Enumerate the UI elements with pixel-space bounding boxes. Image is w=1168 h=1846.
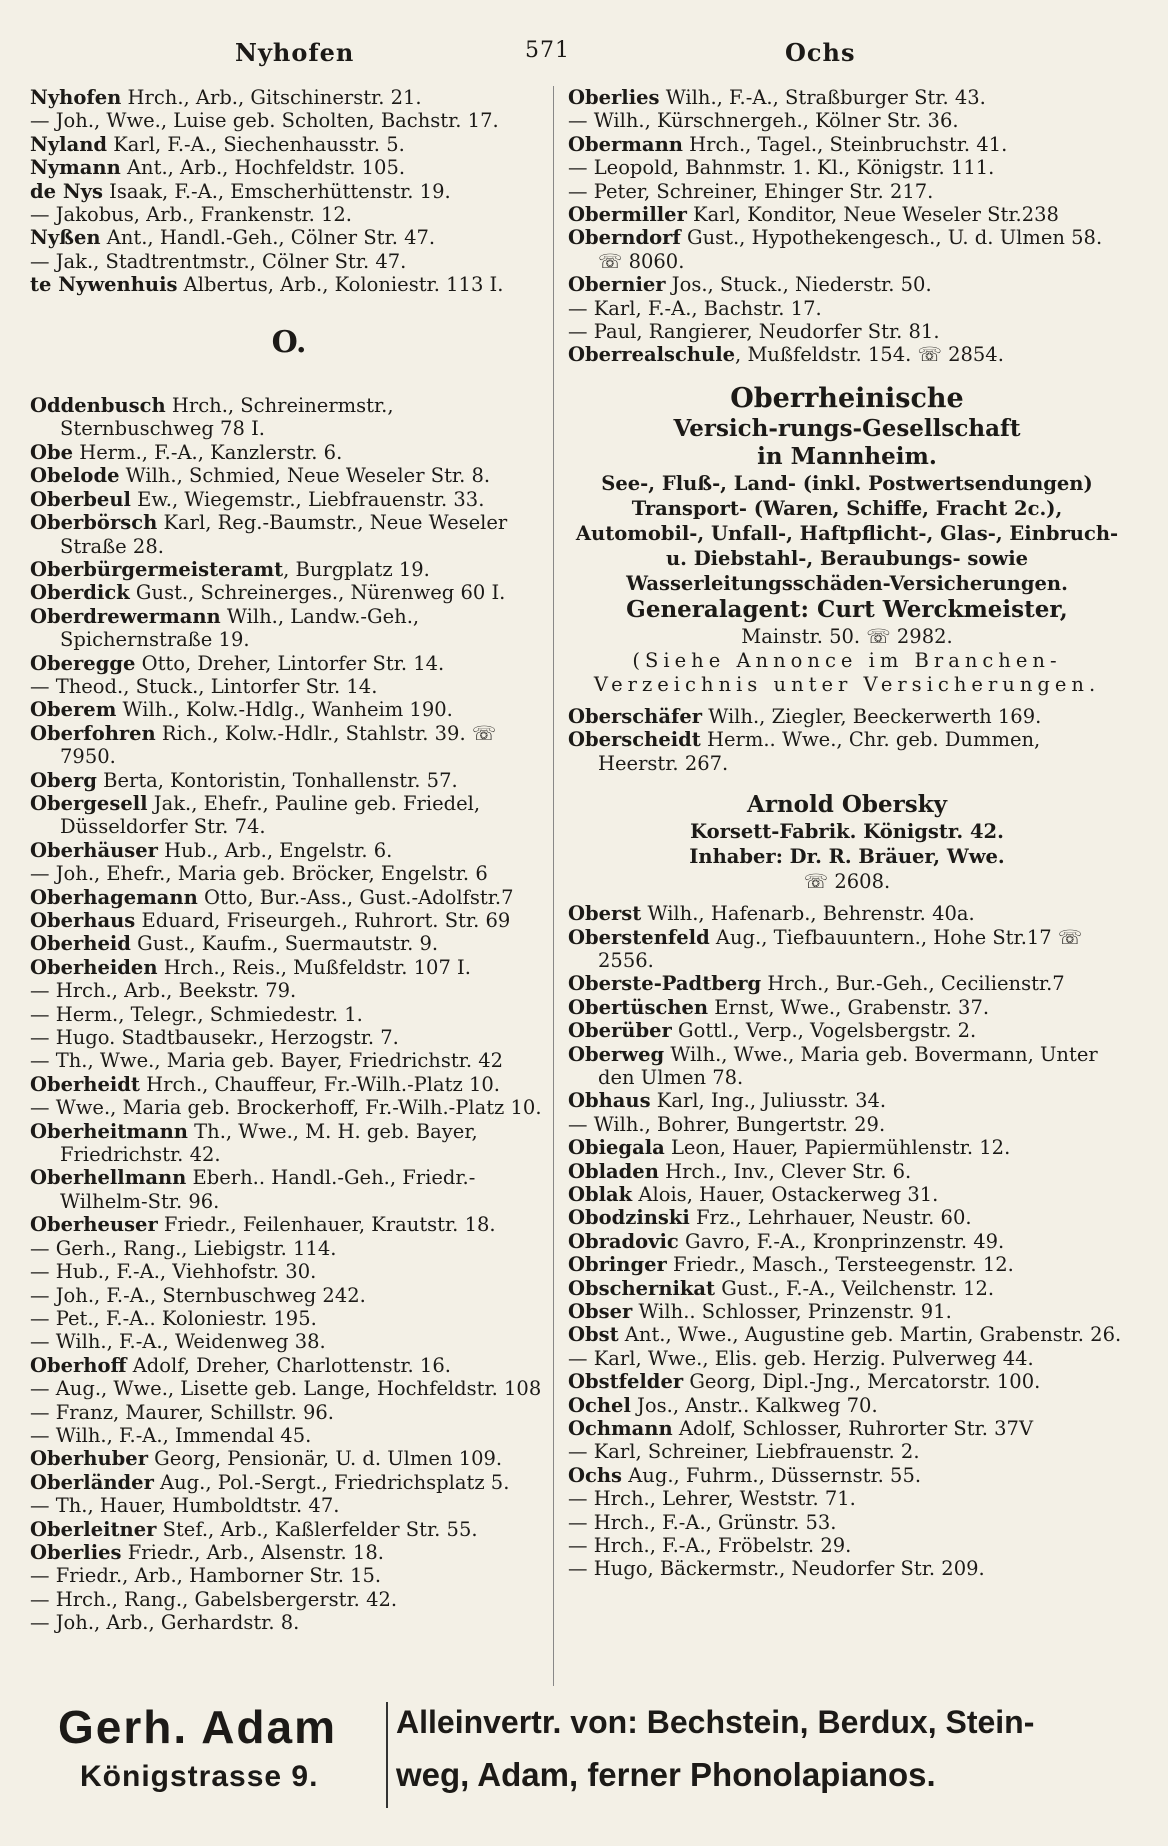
right-entries [568,902,1126,1581]
ad2-owner: Inhaber: Dr. R. Bräuer, Wwe. [689,845,1005,869]
directory-entry: Obladen Hrch., Inv., Clever Str. 6. [568,1159,912,1183]
directory-entry: — Wilh., F.-A., Weidenweg 38. [30,1330,326,1354]
column-divider [553,86,554,1686]
ad-subtitle: Versich-rungs-Gesellschaft [673,414,1021,442]
directory-entry: Oberweg Wilh., Wwe., Maria geb. Bovermann, Unter den Ulmen 78. [568,1042,1098,1089]
directory-entry: Oberdick Gust., Schreinerges., Nürenweg 60 I. [30,581,506,605]
directory-entry: Obser Wilh.. Schlosser, Prinzenstr. 91. [568,1300,952,1323]
directory-entry: Oberdrewermann Wilh., Landw.-Geh., Spichernstraße 19. [30,604,420,652]
directory-entry: Oberheiden Hrch., Reis., Mußfeldstr. 107 I. [30,955,471,979]
directory-entry: — Joh., Ehefr., Maria geb. Bröcker, Engelstr. 6 [30,862,488,886]
footer-name: Gerh. Adam [58,1701,338,1753]
ad2-subtitle: Korsett-Fabrik. Königstr. 42. [690,820,1004,844]
directory-entry: — Joh., Arb., Gerhardstr. 8. [30,1611,300,1635]
directory-entry: — Karl, Wwe., Elis. geb. Herzig. Pulverweg 44. [568,1346,1034,1370]
directory-entry: Oberbörsch Karl, Reg.-Baumstr., Neue Weseler Straße 28. [30,511,508,558]
directory-entry: — Leopold, Bahnmstr. 1. Kl., Königstr. 111. [568,156,995,180]
left-column [30,86,548,1635]
left-entries [30,394,548,1635]
directory-entry: Obiegala Leon, Hauer, Papiermühlenstr. 12. [568,1136,1011,1160]
directory-entry: — Th., Hauer, Humboldtstr. 47. [30,1494,340,1518]
directory-entry: Oberhellmann Eberh.. Handl.-Geh., Friedr.-Wilhelm-Str. 96. [30,1166,476,1213]
directory-entry: — Karl, F.-A., Bachstr. 17. [568,296,822,320]
directory-entry: Ochel Jos., Anstr.. Kalkweg 70. [568,1393,878,1417]
directory-entry: Oblak Alois, Hauer, Ostackerweg 31. [568,1182,939,1206]
ad-location: in Mannheim. [757,442,937,470]
directory-entry: Oberndorf Gust., Hypothekengesch., U. d. Ulmen 58. ☏ 8060. [568,226,1103,273]
page-number: 571 [525,38,570,63]
footer-advertisement [48,1698,1128,1818]
directory-entry: Oberheidt Hrch., Chauffeur, Fr.-Wilh.-Platz 10. [30,1072,500,1096]
directory-entry: — Franz, Maurer, Schillstr. 96. [30,1400,334,1424]
directory-entry: Oberegge Otto, Dreher, Lintorfer Str. 14. [30,651,445,675]
directory-entry: Oberschäfer Wilh., Ziegler, Beeckerwerth 169. [568,704,1042,728]
directory-entry: Oberste-Padtberg Hrch., Bur.-Geh., Cecilienstr.7 [568,972,1065,996]
directory-entry: Obernier Jos., Stuck., Niederstr. 50. [568,273,932,297]
running-head-right: Ochs [785,38,856,67]
directory-entry: — Wilh., Bohrer, Bungertstr. 29. [568,1112,886,1136]
directory-entry: — Hrch., F.-A., Fröbelstr. 29. [568,1534,852,1558]
directory-entry: Oberstenfeld Aug., Tiefbauuntern., Hohe Str.17 ☏ 2556. [568,925,1083,972]
directory-entry: — Th., Wwe., Maria geb. Bayer, Friedrichstr. 42 [30,1049,504,1073]
ad2-title: Arnold Obersky [747,791,947,819]
directory-entry: — Karl, Schreiner, Liebfrauenstr. 2. [568,1440,920,1464]
directory-entry: — Paul, Rangierer, Neudorfer Str. 81. [568,320,940,344]
ad-note: (Siehe Annonce im Branchen-Verzeichnis unter Versicherungen. [593,648,1101,696]
ad2-phone: ☏ 2608. [803,870,891,894]
directory-entry: Oberhaus Eduard, Friseurgeh., Ruhrort. Str. 69 [30,909,511,932]
left-entries-top [30,86,548,297]
footer-line-1: Alleinvertr. von: Bechstein, Berdux, Stein- [396,1704,1035,1740]
directory-entry: — Wilh., F.-A., Immendal 45. [30,1423,312,1447]
directory-entry: Obradovic Gavro, F.-A., Kronprinzenstr. 49. [568,1229,1005,1253]
directory-entry: Obe Herm., F.-A., Kanzlerstr. 6. [30,440,343,464]
ad-agent: Generalagent: Curt Werckmeister, [626,595,1068,623]
directory-entry: — Hugo. Stadtbausekr., Herzogstr. 7. [30,1026,399,1050]
directory-entry: Oberscheidt Herm.. Wwe., Chr. geb. Dummen, Heerstr. 267. [568,728,1041,775]
directory-entry: Nyßen Ant., Handl.-Geh., Cölner Str. 47. [30,226,436,250]
directory-entry: — Joh., Wwe., Luise geb. Scholten, Bachstr. 17. [30,109,499,133]
right-column [568,86,1126,1581]
directory-entry: Obergesell Jak., Ehefr., Pauline geb. Friedel, Düsseldorfer Str. 74. [30,791,481,839]
running-head-left: Nyhofen [235,38,355,67]
directory-entry: — Herm., Telegr., Schmiedestr. 1. [30,1002,363,1026]
directory-entry: Oberhäuser Hub., Arb., Engelstr. 6. [30,838,393,862]
directory-entry: Oberg Berta, Kontoristin, Tonhallenstr. 57. [30,768,458,792]
directory-entry: Obelode Wilh., Schmied, Neue Weseler Str. 8. [30,464,491,488]
footer-line-2: weg, Adam, ferner Phonolapianos. [396,1756,936,1793]
directory-entry: Oberlies Wilh., F.-A., Straßburger Str. 43. [568,86,986,109]
directory-entry: — Friedr., Arb., Hamborner Str. 15. [30,1564,382,1588]
directory-entry: — Hrch., Lehrer, Weststr. 71. [568,1487,856,1511]
directory-entry: te Nywenhuis Albertus, Arb., Koloniestr. 113 I. [30,273,504,297]
directory-entry: — Theod., Stuck., Lintorfer Str. 14. [30,674,378,698]
directory-entry: — Aug., Wwe., Lisette geb. Lange, Hochfeldstr. 108 [30,1377,542,1401]
directory-entry: Oberrealschule, Mußfeldstr. 154. ☏ 2854. [568,343,1004,367]
directory-entry: Obermiller Karl, Konditor, Neue Weseler Str.238 [568,203,1059,227]
directory-entry: — Peter, Schreiner, Ehinger Str. 217. [568,179,934,203]
insurance-advertisement [568,383,1126,697]
directory-entry: Obringer Friedr., Masch., Tersteegenstr. 12. [568,1253,1014,1277]
directory-entry: — Hrch., Arb., Beekstr. 79. [30,979,297,1003]
directory-entry: — Pet., F.-A.. Koloniestr. 195. [30,1306,317,1330]
directory-entry: Obodzinski Frz., Lehrhauer, Neustr. 60. [568,1206,972,1230]
directory-entry: — Wilh., Kürschnergeh., Kölner Str. 36. [568,109,959,133]
directory-entry: Obertüschen Ernst, Wwe., Grabenstr. 37. [568,995,990,1019]
directory-entry: de Nys Isaak, F.-A., Emscherhüttenstr. 19. [30,179,451,203]
directory-entry: Oberlies Friedr., Arb., Alsenstr. 18. [30,1540,384,1564]
ad-body: See-, Fluß-, Land- (inkl. Postwertsendungen) Transport- (Waren, Schiffe, Fracht 2c.), Automobil-, Unfall-, Haftpflicht-, Glas-, Einbruch- u. Diebstahl-, Beraubungs- sowie Wasserleitungsschäden-Versicherungen. [575,471,1119,595]
corset-advertisement [568,791,1126,894]
directory-entry: Oberheitmann Th., Wwe., M. H. geb. Bayer, Friedrichstr. 42. [30,1119,478,1167]
directory-entry: Oberländer Aug., Pol.-Sergt., Friedrichsplatz 5. [30,1470,510,1494]
directory-entry: Ochs Aug., Fuhrm., Düssernstr. 55. [568,1463,922,1487]
directory-entry: Nyhofen Hrch., Arb., Gitschinerstr. 21. [30,86,422,109]
directory-entry: — Hugo, Bäckermstr., Neudorfer Str. 209. [568,1557,985,1581]
directory-entry: Nyland Karl, F.-A., Siechenhausstr. 5. [30,132,405,156]
directory-entry: — Jakobus, Arb., Frankenstr. 12. [30,203,353,227]
directory-entry: Oberhagemann Otto, Bur.-Ass., Gust.-Adolfstr.7 [30,885,514,909]
directory-entry: Obschernikat Gust., F.-A., Veilchenstr. 12. [568,1276,995,1300]
directory-entry: Oberüber Gottl., Verp., Vogelsbergstr. 2. [568,1019,977,1043]
directory-entry: Oberbürgermeisteramt, Burgplatz 19. [30,557,430,581]
footer-divider [386,1702,388,1808]
directory-entry: Oberhoff Adolf, Dreher, Charlottenstr. 16. [30,1353,451,1377]
ad-address: Mainstr. 50. ☏ 2982. [741,624,953,648]
directory-entry: Obermann Hrch., Tagel., Steinbruchstr. 41. [568,132,1008,156]
directory-entry: Oberfohren Rich., Kolw.-Hdlr., Stahlstr. 39. ☏ 7950. [30,721,497,769]
directory-entry: Oberleitner Stef., Arb., Kaßlerfelder Str. 55. [30,1517,478,1541]
right-entries-top [568,86,1126,367]
directory-entry: — Hub., F.-A., Viehhofstr. 30. [30,1260,317,1284]
right-entries-mid [568,705,1126,775]
directory-entry: Obstfelder Georg, Dipl.-Jng., Mercatorstr. 100. [568,1370,1041,1394]
directory-entry: Nymann Ant., Arb., Hochfeldstr. 105. [30,156,406,180]
directory-entry: Oberem Wilh., Kolw.-Hdlg., Wanheim 190. [30,698,453,722]
directory-entry: — Wwe., Maria geb. Brockerhoff, Fr.-Wilh.-Platz 10. [30,1096,542,1120]
directory-entry: — Gerh., Rang., Liebigstr. 114. [30,1236,337,1260]
ad-title: Oberrheinische [730,382,964,414]
directory-entry: Ochmann Adolf, Schlosser, Ruhrorter Str. 37V [568,1417,1034,1441]
directory-entry: Oberst Wilh., Hafenarb., Behrenstr. 40a. [568,902,975,926]
footer-address: Königstrasse 9. [80,1760,319,1793]
directory-entry: Oddenbusch Hrch., Schreinermstr., Sternbuschweg 78 I. [30,394,394,441]
directory-entry: — Hrch., F.-A., Grünstr. 53. [568,1510,837,1534]
directory-entry: — Jak., Stadtrentmstr., Cölner Str. 47. [30,249,407,273]
directory-entry: — Hrch., Rang., Gabelsbergerstr. 42. [30,1587,398,1611]
directory-entry: Obhaus Karl, Ing., Juliusstr. 34. [568,1089,887,1113]
directory-entry: — Joh., F.-A., Sternbuschweg 242. [30,1283,366,1307]
section-letter: O. [271,324,307,360]
directory-entry: Oberbeul Ew., Wiegemstr., Liebfrauenstr. 33. [30,487,485,511]
directory-entry: Obst Ant., Wwe., Augustine geb. Martin, Grabenstr. 26. [568,1323,1122,1347]
directory-entry: Oberhuber Georg, Pensionär, U. d. Ulmen 109. [30,1447,503,1471]
directory-entry: Oberheuser Friedr., Feilenhauer, Krautstr. 18. [30,1213,496,1237]
directory-entry: Oberheid Gust., Kaufm., Suermautstr. 9. [30,932,439,956]
